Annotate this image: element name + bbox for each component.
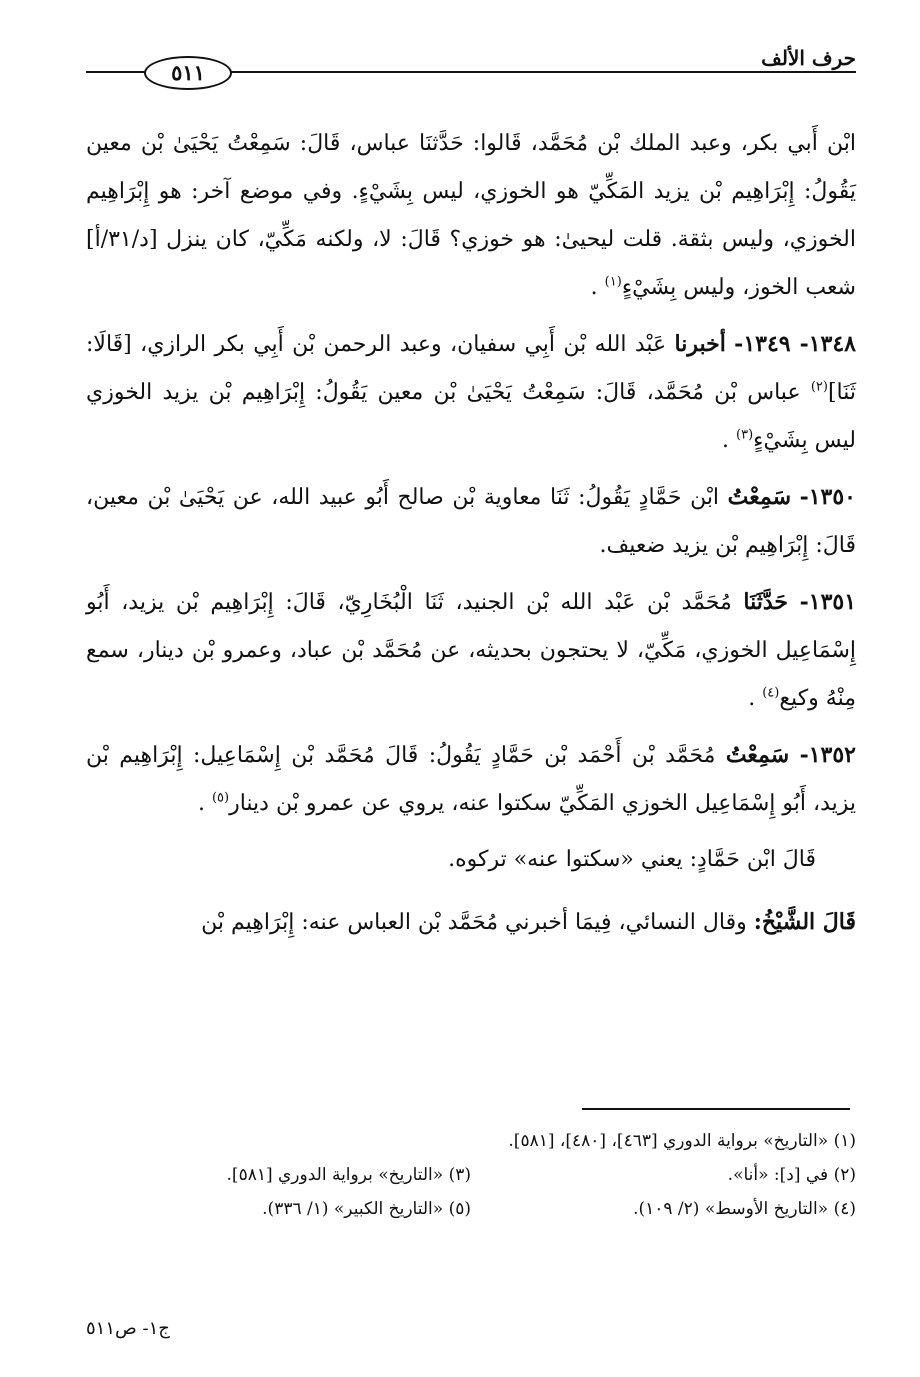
footnote-4: (٤) «التاريخ الأوسط» (٢/ ١٠٩). — [633, 1199, 856, 1219]
paragraph-ibn-hammad — [86, 836, 856, 884]
footnote-ref-1: (١) — [604, 274, 622, 290]
entry-number: ١٣٤٨- ١٣٤٩- — [734, 331, 856, 357]
entry-number: ١٣٥٢- — [799, 742, 856, 768]
entry-1352: ١٣٥٢- سَمِعْتُ مُحَمَّد بْن أَحْمَد بْن حَمَّادٍ يَقُولُ: قَالَ مُحَمَّد بْن إِسْمَاعِيل: إِبْرَاهِيم بْن يزيد، أَبُو إِسْمَاعِيل الخوزي المَكِّيّ سكتوا عنه، يروي عن عمرو بْن دينار$^{(٥)}$ . — [86, 742, 856, 816]
entry-keyword: حَدَّثَنَا — [743, 589, 788, 615]
entry-text: مُحَمَّد بْن عَبْد الله بْن الجنيد، ثَنَا الْبُخَارِيّ، قَالَ: إِبْرَاهِيم بْن يزيد، أَبُو إِسْمَاعِيل الخوزي، مَكِّيّ، لا يحتجون بحديثه، عن مُحَمَّد بْن عباد، وعمرو بْن دينار، سمع مِنْهُ وكيع — [86, 590, 856, 711]
paragraph-sheikh — [86, 898, 856, 947]
entry-text: مُحَمَّد بْن أَحْمَد بْن حَمَّادٍ يَقُولُ: قَالَ مُحَمَّد بْن إِسْمَاعِيل: إِبْرَاهِيم بْن يزيد، أَبُو إِسْمَاعِيل الخوزي المَكِّيّ سكتوا عنه، يروي عن عمرو بْن دينار — [86, 743, 856, 816]
page-footer-ref: ج١- ص٥١١ — [86, 1318, 170, 1339]
entry-text: ابْن حَمَّادٍ يَقُولُ: ثَنَا معاوية بْن صالح أَبُو عبيد الله، عن يَحْيَىٰ بْن معين، قَالَ: إِبْرَاهِيم بْن يزيد ضعيف. — [86, 485, 856, 558]
entry-1350 — [86, 473, 856, 570]
footnotes — [86, 1124, 856, 1226]
sheikh-label: قَالَ الشَّيْخُ: — [753, 909, 856, 935]
entry-1351: ١٣٥١- حَدَّثَنَا مُحَمَّد بْن عَبْد الله بْن الجنيد، ثَنَا الْبُخَارِيّ، قَالَ: إِبْرَاهِيم بْن يزيد، أَبُو إِسْمَاعِيل الخوزي، مَكِّيّ، لا يحتجون بحديثه، عن مُحَمَّد بْن عباد، وعمرو بْن دينار، سمع مِنْهُ وكيع$^{(٤)}$ . — [86, 589, 857, 711]
chapter-title: حرف الألف — [761, 46, 856, 70]
footnote-row — [86, 1192, 856, 1226]
footnote-separator — [582, 1108, 850, 1110]
entry-keyword: سَمِعْتُ — [725, 742, 790, 768]
paragraph-text: وقال النسائي، فِيمَا أخبرني مُحَمَّد بْن العباس عنه: إِبْرَاهِيم بْن — [201, 910, 747, 935]
entry-text-b: عباس بْن مُحَمَّد، قَالَ: سَمِعْتُ يَحْيَىٰ بْن معين يَقُولُ: إِبْرَاهِيم بْن يزيد الخوزي ليس بِشَيْءٍ — [86, 380, 856, 453]
entry-text-a: عَبْد الله بْن أَبِي سفيان، وعبد الرحمن بْن أَبِي بكر الرازي، [قَالَا: ثَنَا] — [86, 332, 857, 405]
entry-1348: ١٣٤٨- ١٣٤٩- أخبرنا عَبْد الله بْن أَبِي سفيان، وعبد الرحمن بْن أَبِي بكر الرازي، [قَالَا: ثَنَا]$^{(٢)}$ عباس بْن مُحَمَّد، قَالَ: سَمِعْتُ يَحْيَىٰ بْن معين يَقُولُ: إِبْرَاهِيم بْن يزيد الخوزي ليس بِشَيْءٍ$^{(٣)}$ . — [86, 331, 857, 453]
paragraph-1-text: ابْن أَبي بكر، وعبد الملك بْن مُحَمَّد، قَالوا: حَدَّثنَا عباس، قَالَ: سَمِعْتُ يَحْيَىٰ بْن معين يَقُولُ: إِبْرَاهِيم بْن يزيد المَكِّيّ هو الخوزي، ليس بِشَيْءٍ. وفي موضع آخر: هو إِبْرَاهِيم الخوزي، وليس بثقة. قلت ليحيىٰ: هو خوزي؟ قَالَ: لا، ولكنه مَكِّيّ، كان ينزل [د/٣١/أ] شعب الخوز، وليس بِشَيْءٍ — [86, 131, 856, 300]
footnote-5: (٥) «التاريخ الكبير» (١/ ٣٣٦). — [262, 1199, 471, 1219]
entry-number: ١٣٥١- — [799, 589, 857, 615]
footnote-ref-2: (٢) — [810, 379, 828, 395]
entry-number: ١٣٥٠- — [799, 484, 856, 510]
entry-keyword: أخبرنا — [674, 331, 726, 357]
page-header — [86, 40, 856, 100]
footnote-ref-5: (٥) — [211, 790, 230, 806]
footnote-row — [86, 1158, 856, 1192]
footnote-ref-4: (٤) — [762, 685, 780, 701]
paragraph-text: قَالَ ابْن حَمَّادٍ: يعني «سكتوا عنه» تركوه. — [448, 847, 816, 872]
paragraph-1: ابْن أَبي بكر، وعبد الملك بْن مُحَمَّد، قَالوا: حَدَّثنَا عباس، قَالَ: سَمِعْتُ يَحْيَىٰ بْن معين يَقُولُ: إِبْرَاهِيم بْن يزيد المَكِّيّ هو الخوزي، ليس بِشَيْءٍ. وفي موضع آخر: هو إِبْرَاهِيم الخوزي، وليس بثقة. قلت ليحيىٰ: هو خوزي؟ قَالَ: لا، ولكنه مَكِّيّ، كان ينزل [د/٣١/أ] شعب الخوز، وليس بِشَيْءٍ$^{(١)}$ . — [86, 131, 856, 300]
footnote-3: (٣) «التاريخ» برواية الدوري [٥٨١]. — [226, 1165, 471, 1185]
body-text — [86, 120, 856, 955]
footnote-ref-3: (٣) — [736, 427, 754, 443]
page-number-badge: ٥١١ — [144, 56, 232, 90]
footnote-1: (١) «التاريخ» برواية الدوري [٤٦٣]، [٤٨٠]، [٥٨١]. — [508, 1131, 856, 1151]
footnote-2: (٢) في [د]: «أنا». — [727, 1165, 856, 1185]
entry-keyword: سَمِعْتُ — [727, 484, 792, 510]
